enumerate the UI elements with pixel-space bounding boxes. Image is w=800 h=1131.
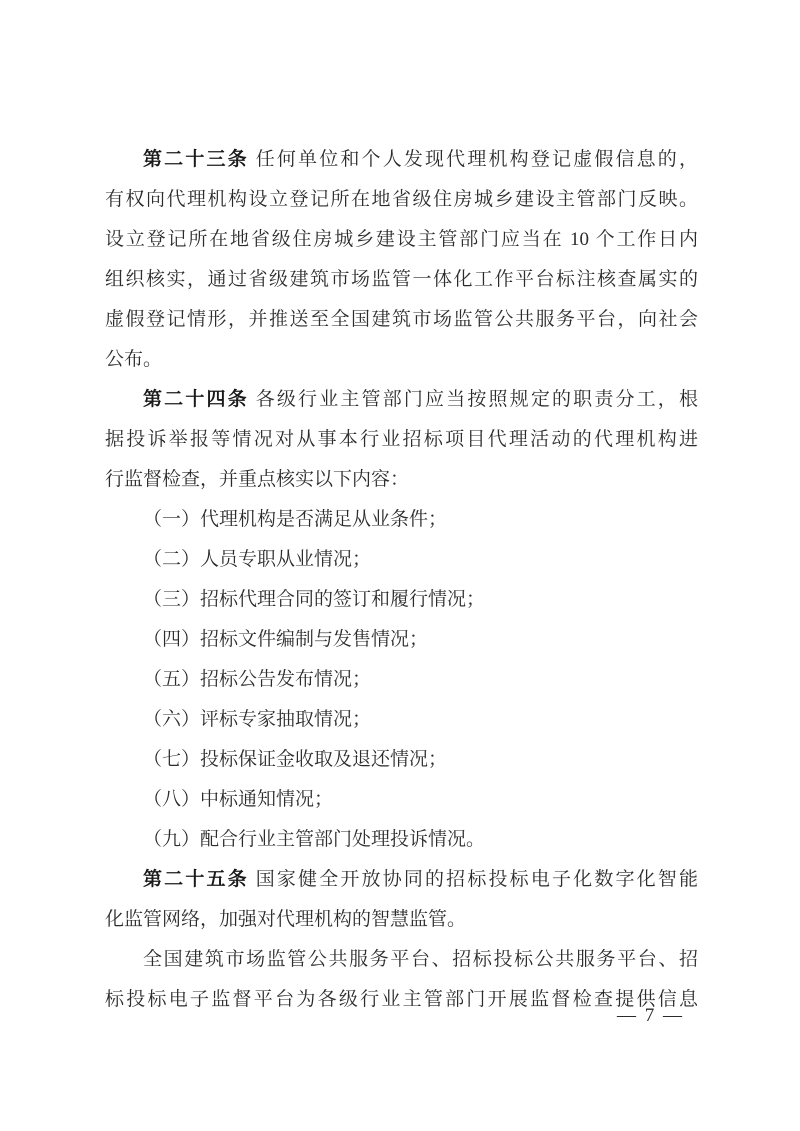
line-text: （六）评标专家抽取情况； [143, 709, 372, 730]
text-line [105, 940, 698, 980]
article-number: 第二十四条 [143, 389, 249, 410]
text-line [105, 820, 698, 860]
line-text: 有权向代理机构设立登记所在地省级住房城乡建设主管部门反映。 [105, 189, 698, 210]
text-line [105, 620, 698, 660]
text-line [105, 260, 698, 300]
text-line [105, 980, 698, 1020]
text-line [105, 900, 698, 940]
text-line [105, 180, 698, 220]
text-line [105, 140, 698, 180]
line-text: （二）人员专职从业情况； [143, 549, 372, 570]
line-text: 任何单位和个人发现代理机构登记虚假信息的， [248, 149, 698, 170]
text-line [105, 220, 698, 260]
text-line [105, 380, 698, 420]
text-block [105, 140, 698, 1020]
line-text: 化监管网络，加强对代理机构的智慧监管。 [105, 909, 467, 930]
text-line [105, 340, 698, 380]
line-text: （九）配合行业主管部门处理投诉情况。 [143, 829, 486, 850]
line-text: 虚假登记情形，并推送至全国建筑市场监管公共服务平台，向社会 [105, 309, 698, 330]
text-line [105, 500, 698, 540]
text-line [105, 700, 698, 740]
text-line [105, 660, 698, 700]
article-number: 第二十三条 [143, 149, 249, 170]
text-line [105, 580, 698, 620]
text-line [105, 300, 698, 340]
line-text: 全国建筑市场监管公共服务平台、招标投标公共服务平台、招 [143, 949, 698, 970]
line-text: 设立登记所在地省级住房城乡建设主管部门应当在 10 个工作日内 [105, 229, 698, 250]
line-text: 公布。 [105, 349, 163, 370]
line-text: 标投标电子监督平台为各级行业主管部门开展监督检查提供信息 [105, 989, 698, 1010]
line-text: 国家健全开放协同的招标投标电子化数字化智能 [248, 869, 698, 890]
text-line [105, 860, 698, 900]
page-number: — 7 — [617, 1005, 684, 1026]
line-text: 组织核实，通过省级建筑市场监管一体化工作平台标注核查属实的 [105, 269, 698, 290]
line-text: 据投诉举报等情况对从事本行业招标项目代理活动的代理机构进 [105, 429, 698, 450]
line-text: 各级行业主管部门应当按照规定的职责分工，根 [248, 389, 698, 410]
line-text: 行监督检查，并重点核实以下内容： [105, 469, 410, 490]
article-number: 第二十五条 [143, 869, 249, 890]
line-text: （五）招标公告发布情况； [143, 669, 372, 690]
line-text: （三）招标代理合同的签订和履行情况； [143, 589, 486, 610]
text-line [105, 540, 698, 580]
line-text: （七）投标保证金收取及退还情况； [143, 749, 448, 770]
line-text: （一）代理机构是否满足从业条件； [143, 509, 448, 530]
text-line [105, 420, 698, 460]
line-text: （八）中标通知情况； [143, 789, 334, 810]
text-line [105, 740, 698, 780]
line-text: （四）招标文件编制与发售情况； [143, 629, 429, 650]
text-line [105, 780, 698, 820]
text-line [105, 460, 698, 500]
